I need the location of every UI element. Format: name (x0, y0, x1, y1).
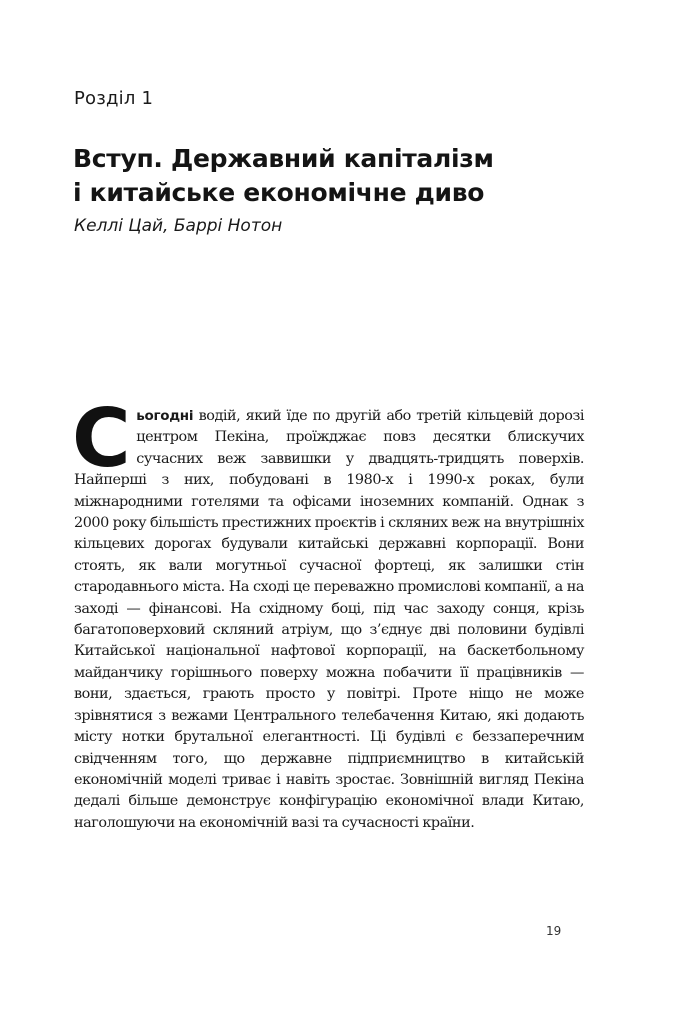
body-paragraph (72, 392, 584, 834)
drop-cap: С (72, 392, 131, 485)
chapter-title-line-2: і китайське економічне диво (73, 178, 485, 207)
chapter-label: Розділ 1 (74, 88, 154, 109)
page-number: 19 (546, 924, 562, 938)
chapter-title-line-1: Вступ. Державний капіталізм (73, 144, 494, 173)
lead-word: ьогодні (136, 408, 194, 424)
chapter-title (73, 142, 633, 210)
chapter-authors: Келлі Цай, Баррі Нотон (74, 216, 283, 236)
paragraph-text: водій, який їде по другій або третій кільцевій дорозі центром Пекіна, проїжджає повз десятки блискучих сучасних веж заввишки у двадцять-тридцять поверхів. Найперші з них, побудовані в 1980-х і 1990-х роках, були міжнародними готелями та офісами іноземних компаній. Однак з 2000 року більшість престижних проєктів і скляних веж на внутрішніх кільцевих дорогах будували китайські державні корпорації. Вони стоять, як вали могутньої сучасної фортеці, як залишки стін стародавнього міста. На сході це переважно промислові компанії, а на заході — фінансові. На східному боці, під час заходу сонця, крізь багатоповерховий скляний атріум, що з’єднує дві половини будівлі Китайської національної нафтової корпорації, на баскетбольному майданчику горішнього поверху можна побачити її працівників — вони, здається, грають просто у повітрі. Проте ніщо не може зрівнятися з вежами Центрального телебачення Китаю, які додають місту нотки брутальної елегантності. Ці будівлі є беззаперечним свідченням того, що державне підприємництво в китайській економічній моделі триває і навіть зростає. Зовнішній вигляд Пекіна дедалі більше демонструє конфігурацію економічної влади Китаю, наголошуючи на економічній вазі та сучасності країни. (74, 408, 584, 831)
